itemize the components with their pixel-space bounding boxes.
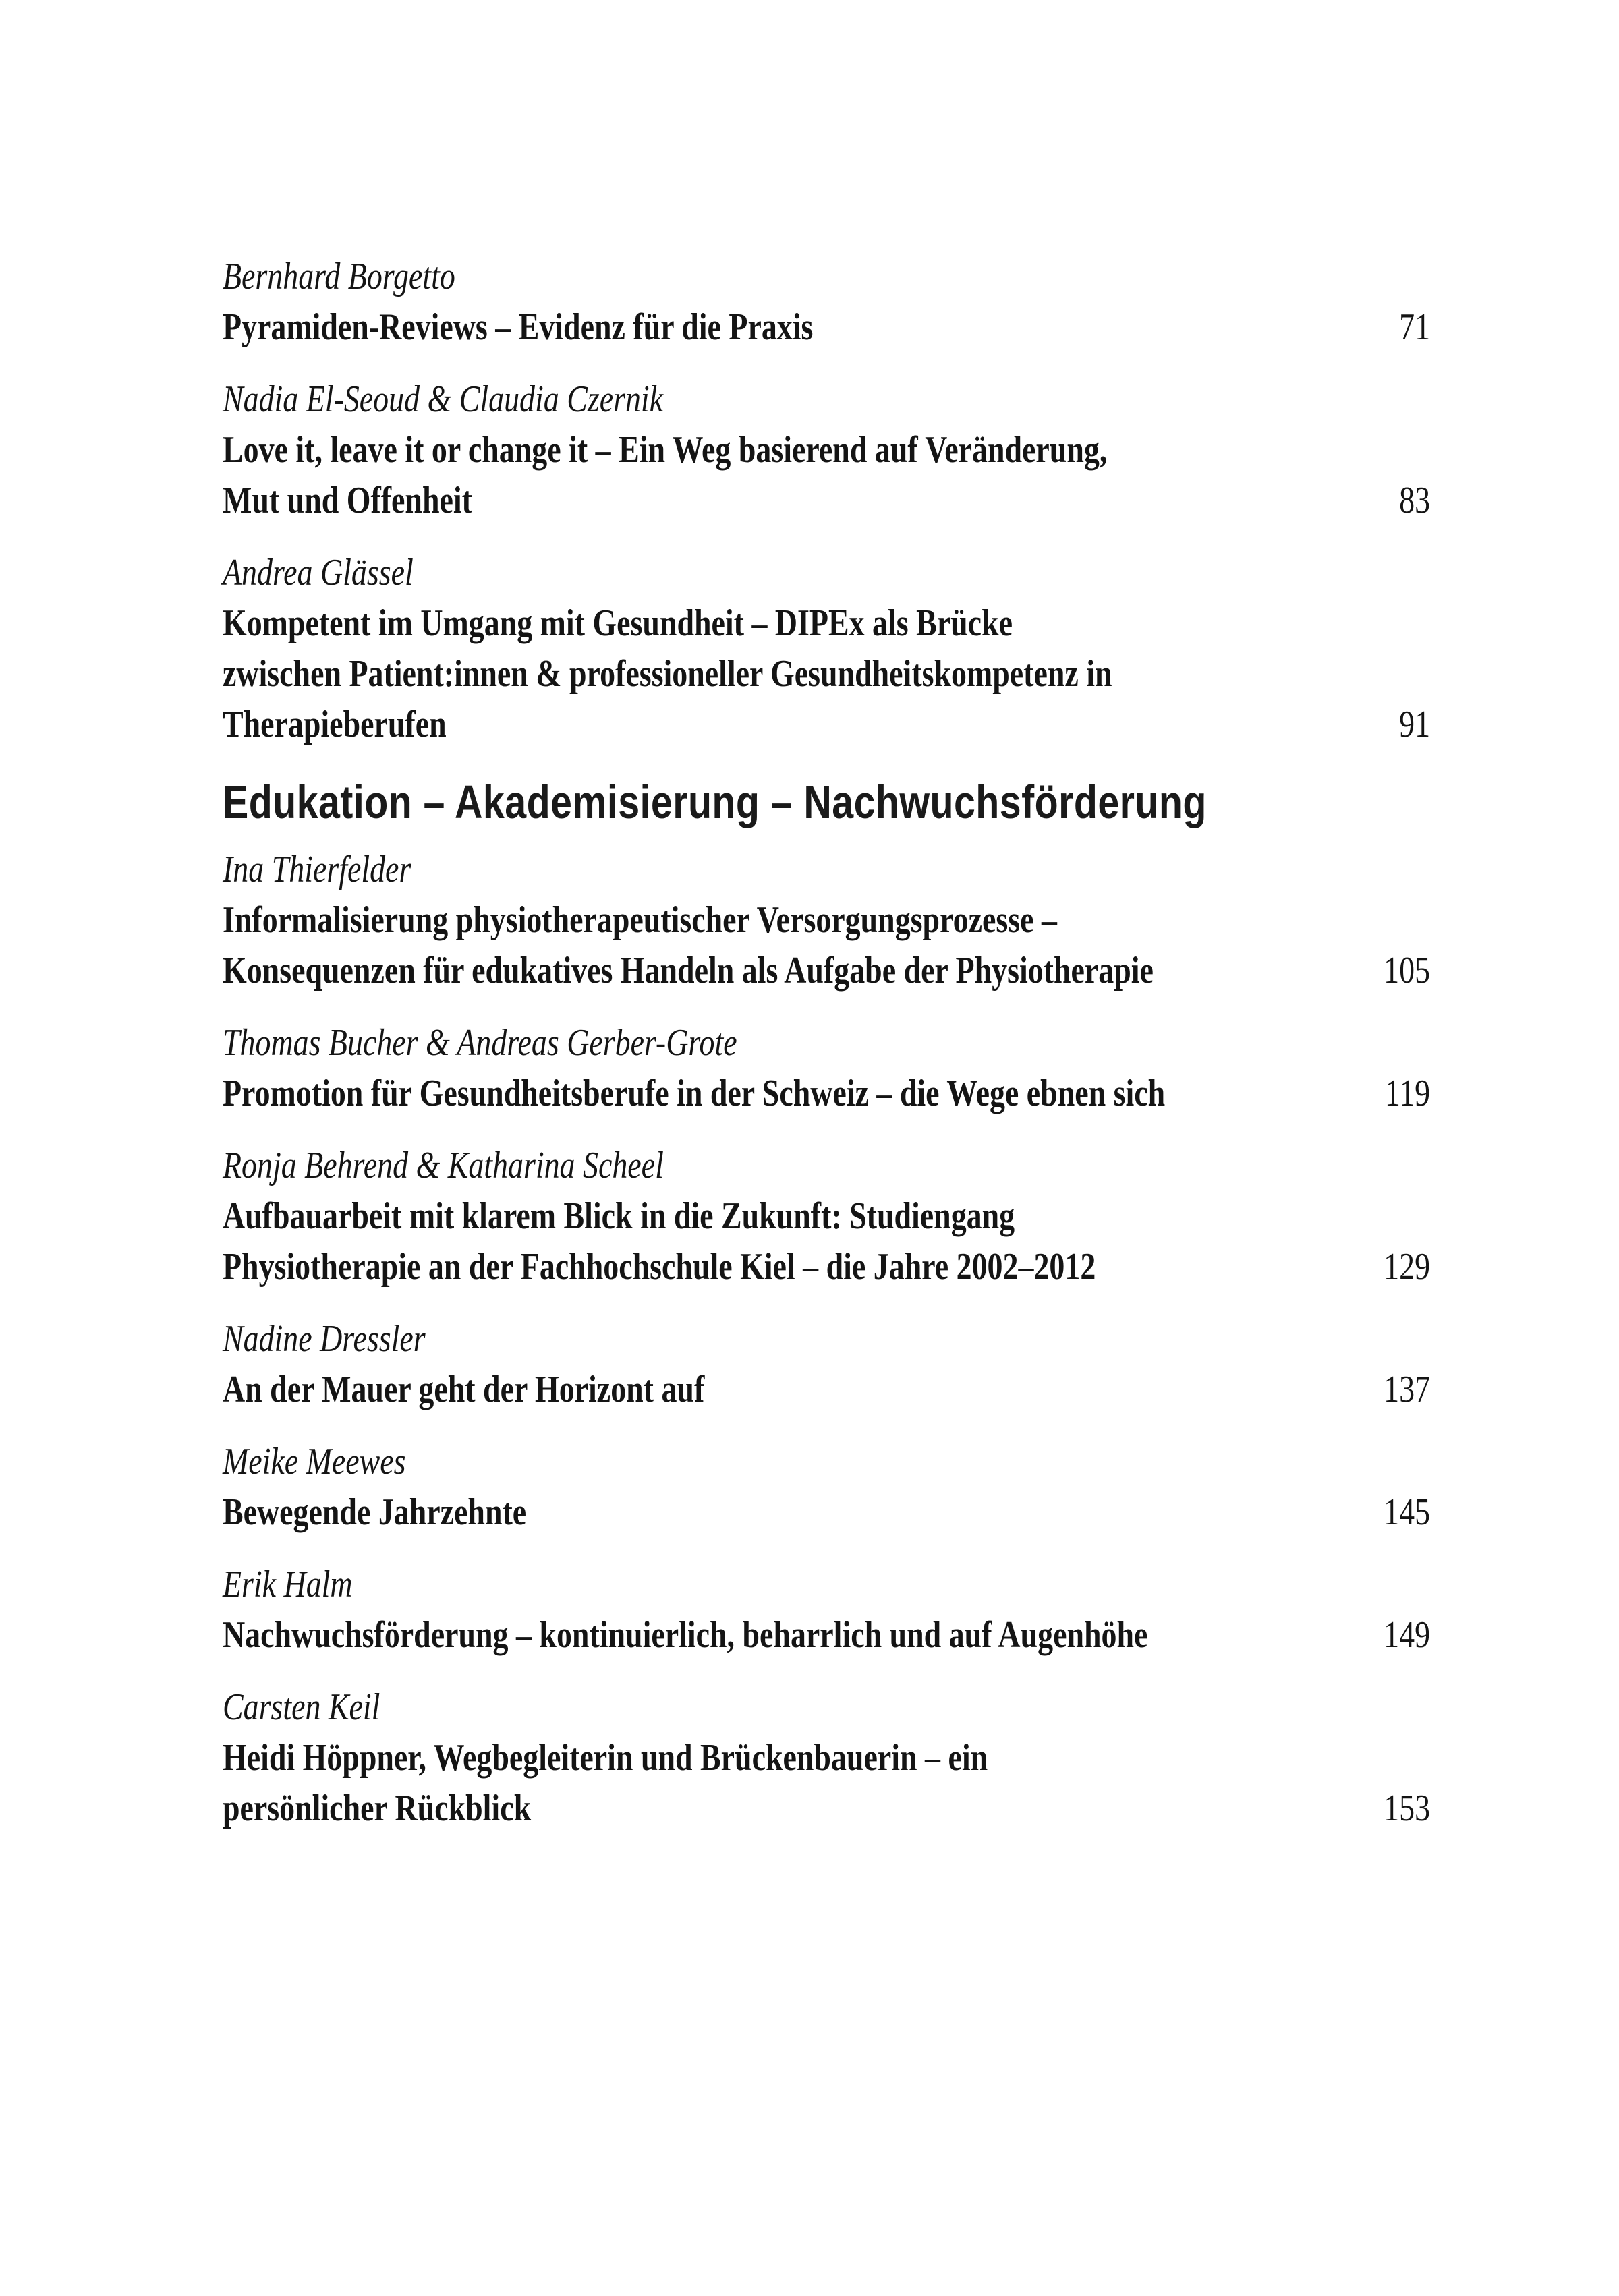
entry-title-text: Love it, leave it or change it – Ein Weg basierend auf Veränderung, [223, 429, 1108, 471]
entry-author-name: Ronja Behrend & Katharina Scheel [223, 1145, 664, 1186]
entry-author-name: Meike Meewes [223, 1441, 406, 1483]
entry-author-name: Carsten Keil [223, 1686, 380, 1728]
entry-title-text: Heidi Höppner, Wegbegleiterin und Brückenbauerin – ein [223, 1737, 988, 1779]
entry-title-line [223, 1365, 1430, 1415]
entry-title-text: An der Mauer geht der Horizont auf [223, 1369, 705, 1410]
entry-title-text: Physiotherapie an der Fachhochschule Kiel – die Jahre 2002–2012 [223, 1246, 1096, 1288]
entry-title-line [223, 946, 1430, 996]
entry-title-line [223, 1487, 1430, 1538]
entry-title-text: Informalisierung physiotherapeutischer Versorgungsprozesse – [223, 899, 1057, 941]
entry-title-line [223, 649, 1430, 699]
entry-author-name: Andrea Glässel [223, 552, 414, 594]
entry-page-number: 137 [1384, 1369, 1431, 1410]
entry-title-line [223, 1068, 1430, 1119]
entry-title-text: Mut und Offenheit [223, 480, 472, 521]
entry-title-text: Therapieberufen [223, 704, 447, 745]
toc-entry [223, 1314, 1430, 1415]
entry-title-text: Pyramiden-Reviews – Evidenz für die Praxis [223, 306, 814, 348]
entry-title-text: Kompetent im Umgang mit Gesundheit – DIPEx als Brücke [223, 602, 1013, 644]
toc-entry [223, 548, 1430, 750]
section-heading: Edukation – Akademisierung – Nachwuchsförderung [223, 776, 1207, 828]
entry-page-number: 145 [1384, 1491, 1431, 1533]
toc-entry [223, 374, 1430, 526]
entry-page-number: 149 [1384, 1614, 1431, 1656]
entry-title-text: Promotion für Gesundheitsberufe in der Schweiz – die Wege ebnen sich [223, 1072, 1166, 1114]
entry-title-text: Aufbauarbeit mit klarem Blick in die Zukunft: Studiengang [223, 1195, 1015, 1237]
entry-page-number: 91 [1399, 704, 1431, 745]
entry-title-text: Bewegende Jahrzehnte [223, 1491, 527, 1533]
entry-title-line [223, 699, 1430, 750]
entry-title-line [223, 1783, 1430, 1834]
toc-entry [223, 844, 1430, 996]
entry-page-number: 105 [1384, 950, 1431, 992]
entry-author-name: Bernhard Borgetto [223, 256, 455, 297]
toc-entry [223, 1437, 1430, 1538]
entry-author-name: Thomas Bucher & Andreas Gerber-Grote [223, 1022, 737, 1064]
entry-title-line [223, 1610, 1430, 1661]
entry-author-name: Ina Thierfelder [223, 849, 411, 890]
entry-page-number: 119 [1384, 1072, 1431, 1114]
entry-page-number: 71 [1399, 306, 1431, 348]
toc-entry [223, 1559, 1430, 1661]
toc-entry [223, 1018, 1430, 1119]
entry-title-line [223, 425, 1430, 476]
toc-entry [223, 1682, 1430, 1834]
entry-page-number: 129 [1384, 1246, 1431, 1288]
entry-title-line [223, 1191, 1430, 1242]
entry-title-line [223, 302, 1430, 353]
entry-title-line [223, 1242, 1430, 1292]
entry-page-number: 83 [1399, 480, 1431, 521]
toc-entry [223, 1141, 1430, 1292]
entry-title-line [223, 598, 1430, 649]
entry-author-name: Nadine Dressler [223, 1318, 426, 1360]
entry-author-name: Erik Halm [223, 1563, 353, 1605]
entry-title-text: zwischen Patient:innen & professioneller Gesundheitskompetenz in [223, 653, 1112, 695]
entry-title-text: persönlicher Rückblick [223, 1787, 532, 1829]
entry-author-name: Nadia El-Seoud & Claudia Czernik [223, 378, 664, 420]
toc-entry [223, 252, 1430, 353]
entry-title-line [223, 476, 1430, 526]
entry-page-number: 153 [1384, 1787, 1431, 1829]
entry-title-line [223, 1733, 1430, 1783]
entry-title-text: Konsequenzen für edukatives Handeln als Aufgabe der Physiotherapie [223, 950, 1154, 992]
entry-title-line [223, 895, 1430, 946]
entry-title-text: Nachwuchsförderung – kontinuierlich, beharrlich und auf Augenhöhe [223, 1614, 1148, 1656]
table-of-contents [223, 252, 1430, 1856]
